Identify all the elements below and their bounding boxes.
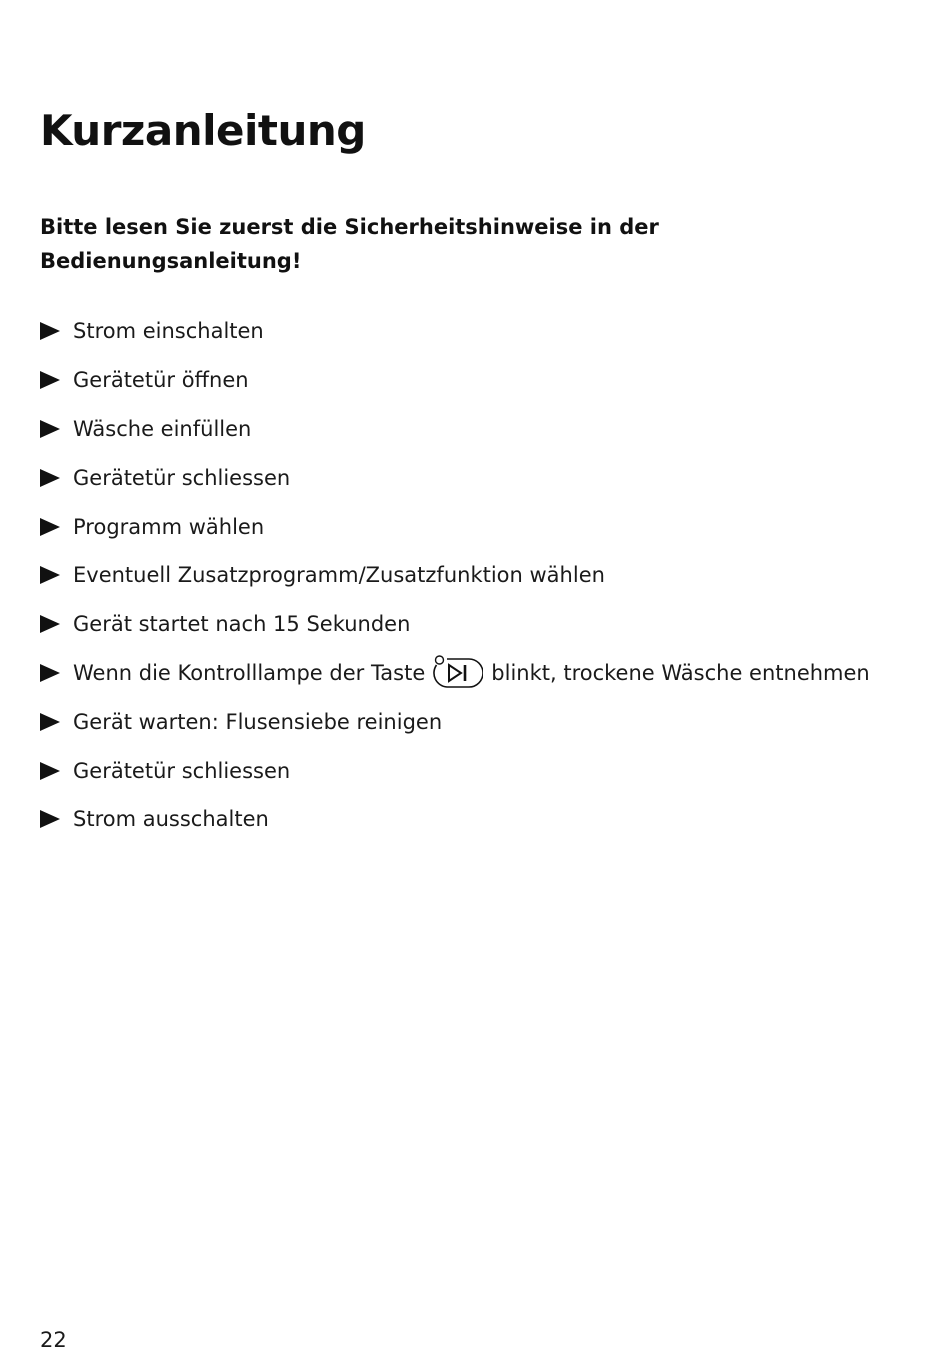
arrow-right-icon [40, 713, 60, 731]
arrow-right-icon [40, 371, 60, 389]
list-item [40, 307, 920, 356]
step-text: Eventuell Zusatzprogramm/Zusatzfunktion wählen [73, 563, 605, 588]
list-item [40, 551, 920, 600]
steps-list [40, 307, 920, 844]
arrow-right-icon [40, 469, 60, 487]
step-text: Gerätetür schliessen [73, 465, 291, 490]
step-text: Gerätetür öffnen [73, 368, 249, 393]
arrow-right-icon [40, 810, 60, 828]
start-pause-key-icon [433, 655, 483, 691]
arrow-right-icon [40, 518, 60, 536]
list-item [40, 649, 920, 698]
page-title: Kurzanleitung [40, 106, 366, 155]
step-text-after-icon: blinkt, trockene Wäsche entnehmen [491, 660, 870, 685]
step-text: Strom einschalten [73, 319, 264, 344]
list-item [40, 405, 920, 454]
arrow-right-icon [40, 420, 60, 438]
step-text: Gerät startet nach 15 Sekunden [73, 612, 411, 637]
arrow-right-icon [40, 566, 60, 584]
safety-note: Bitte lesen Sie zuerst die Sicherheitshinweise in der Bedienungsanleitung! [40, 215, 659, 273]
list-item [40, 795, 920, 844]
step-text-before-icon: Wenn die Kontrolllampe der Taste [73, 660, 426, 685]
step-text: Gerät warten: Flusensiebe reinigen [73, 709, 443, 734]
step-text: Gerätetür schliessen [73, 758, 291, 783]
arrow-right-icon [40, 664, 60, 682]
list-item [40, 600, 920, 649]
page-number: 22 [40, 1328, 67, 1352]
list-item [40, 356, 920, 405]
step-text: Wäsche einfüllen [73, 416, 252, 441]
step-text: Strom ausschalten [73, 807, 269, 832]
list-item [40, 502, 920, 551]
arrow-right-icon [40, 322, 60, 340]
list-item [40, 697, 920, 746]
arrow-right-icon [40, 615, 60, 633]
step-text: Programm wählen [73, 514, 265, 539]
list-item [40, 746, 920, 795]
list-item [40, 453, 920, 502]
arrow-right-icon [40, 762, 60, 780]
